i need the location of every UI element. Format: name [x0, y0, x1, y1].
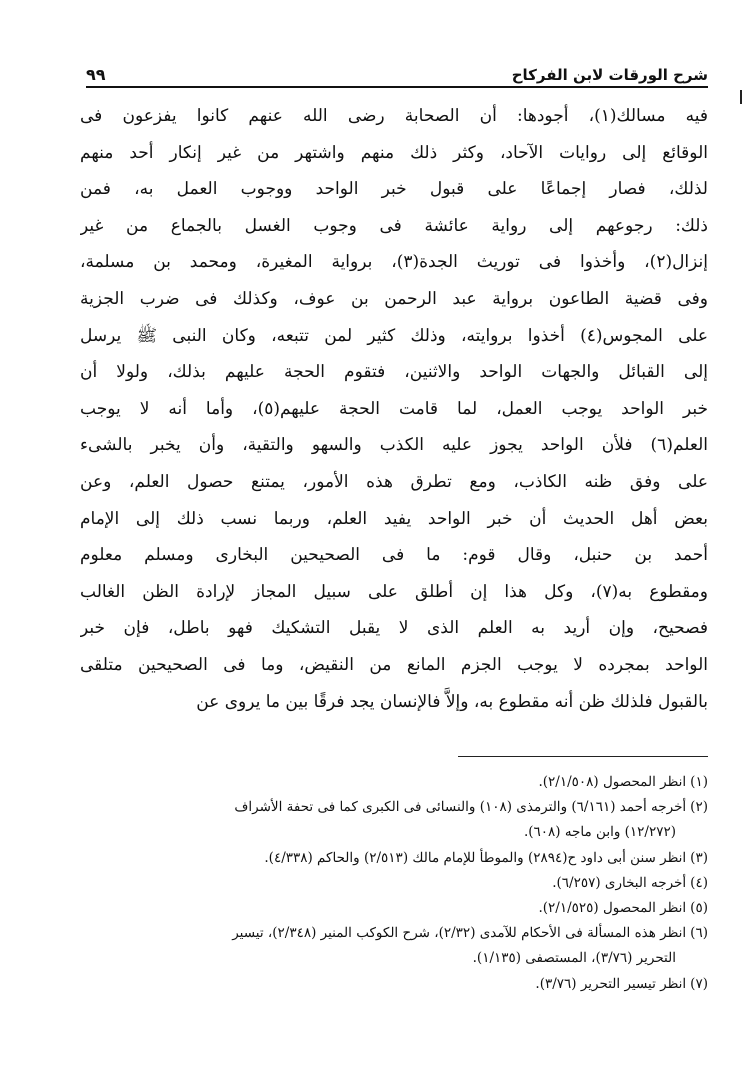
text-line: الوقائع إلى روايات الآحاد، وكثر ذلك منهم واشتهر من غير إنكار أحد منهم: [80, 142, 708, 163]
footnote-continuation: [80, 820, 708, 845]
text-line: أحمد بن حنبل، وقال قوم: ما فى الصحيحين البخارى ومسلم معلوم: [80, 545, 708, 566]
footnote-rule: [458, 756, 708, 757]
header-rule: [86, 86, 708, 88]
main-text: [80, 98, 708, 720]
footnote-text: انظر سنن أبى داود ح(٢٨٩٤) والموطأ للإمام مالك (٢/٥١٣) والحاكم (٤/٣٣٨).: [264, 849, 687, 866]
text-line: فصحيح، وإن أريد به العلم الذى لا يقبل التشكيك فهو باطل، فإن خبر: [80, 618, 708, 639]
footnote-number: (١): [690, 774, 708, 790]
footnote-number: (٧): [690, 975, 708, 992]
text-line: بالقبول فلذلك ظن أنه مقطوع به، وإلاَّ فالإنسان يجد فرقًا بين ما يروى عن: [196, 691, 708, 712]
text-line: إنزال(٢)، وأخذوا فى توريث الجدة(٣)، برواية المغيرة، ومحمد بن مسلمة،: [80, 252, 708, 273]
footnotes: [80, 770, 708, 997]
text-line: بعض أهل الحديث أن خبر الواحد يفيد العلم، وربما نسب ذلك إلى الإمام: [80, 508, 708, 529]
running-header: [86, 54, 708, 84]
text-line: ومقطوع به(٧)، وكل هذا إن أطلق على سبيل المجاز لإرادة الظن الغالب: [80, 581, 708, 602]
footnote-number: (٣): [690, 849, 708, 866]
text-line: ذلك: رجوعهم إلى رواية عائشة فى وجوب الغسل بالجماع من غير: [80, 215, 708, 236]
footnote-number: (٢): [690, 799, 708, 816]
footnote: [80, 871, 708, 896]
footnote-number: (٦): [690, 925, 708, 942]
text-line: فيه مسالك(١)، أجودها: أن الصحابة رضى الله عنهم كانوا يفزعون فى: [80, 106, 708, 126]
footnote: [80, 896, 708, 921]
footnote-text: انظر المحصول (٢/١/٥٢٥).: [538, 900, 687, 917]
footnote-text: التحرير (٣/٧٦)، المستصفى (١/١٣٥).: [472, 950, 676, 967]
footnote-number: (٤): [690, 874, 708, 891]
page-number: ٩٩: [86, 65, 106, 84]
footnote-text: أخرجه أحمد (٦/١٦١) والترمذى (١٠٨) والنسائى فى الكبرى كما فى تحفة الأشراف: [234, 799, 687, 816]
text-line: على المجوس(٤) أخذوا بروايته، وذلك كثير لمن تتبعه، وكان النبى ﷺ يرسل: [80, 325, 708, 346]
footnote-text: انظر تيسير التحرير (٣/٧٦).: [535, 975, 687, 992]
footnote: [80, 972, 708, 997]
footnote: [80, 795, 708, 820]
footnote-number: (٥): [690, 900, 708, 917]
footnote: [80, 770, 708, 795]
margin-mark: [740, 90, 742, 104]
text-line: على وفق ظنه الكاذب، ومع تطرق هذه الأمور، يمتنع حصول العلم، وعن: [80, 471, 708, 492]
footnote: [80, 846, 708, 871]
text-line: لذلك، فصار إجماعًا على قبول خبر الواحد ووجوب العمل به، فمن: [80, 179, 708, 200]
text-line: الواحد بمجرده لا يوجب الجزم المانع من النقيض، وما فى الصحيحين متلقى: [80, 654, 708, 675]
running-title: شرح الورقات لابن الفركاح: [511, 66, 708, 84]
footnote-text: انظر هذه المسألة فى الأحكام للآمدى (٢/٣٢)، شرح الكوكب المنير (٢/٣٤٨)، تيسير: [232, 925, 687, 942]
footnote-text: انظر المحصول (٢/١/٥٠٨).: [538, 774, 687, 790]
footnote-text: (١٢/٢٧٢) وابن ماجه (٦٠٨).: [523, 824, 676, 841]
footnote: [80, 921, 708, 946]
text-line: خبر الواحد يوجب العمل، لما قامت الحجة عليهم(٥)، وأما أنه لا يوجب: [80, 398, 708, 419]
text-line: العلم(٦) فلأن الواحد يجوز عليه الكذب والسهو والتقية، وأن يخبر بالشىء: [80, 435, 708, 456]
footnote-continuation: [80, 946, 708, 971]
text-line: وفى قضية الطاعون برواية عبد الرحمن بن عوف، وكذلك فى ضرب الجزية: [80, 288, 708, 309]
text-line: إلى القبائل والجهات الواحد والاثنين، فتقوم الحجة عليهم بذلك، ولولا أن: [80, 362, 708, 383]
footnote-text: أخرجه البخارى (٦/٢٥٧).: [552, 874, 687, 891]
